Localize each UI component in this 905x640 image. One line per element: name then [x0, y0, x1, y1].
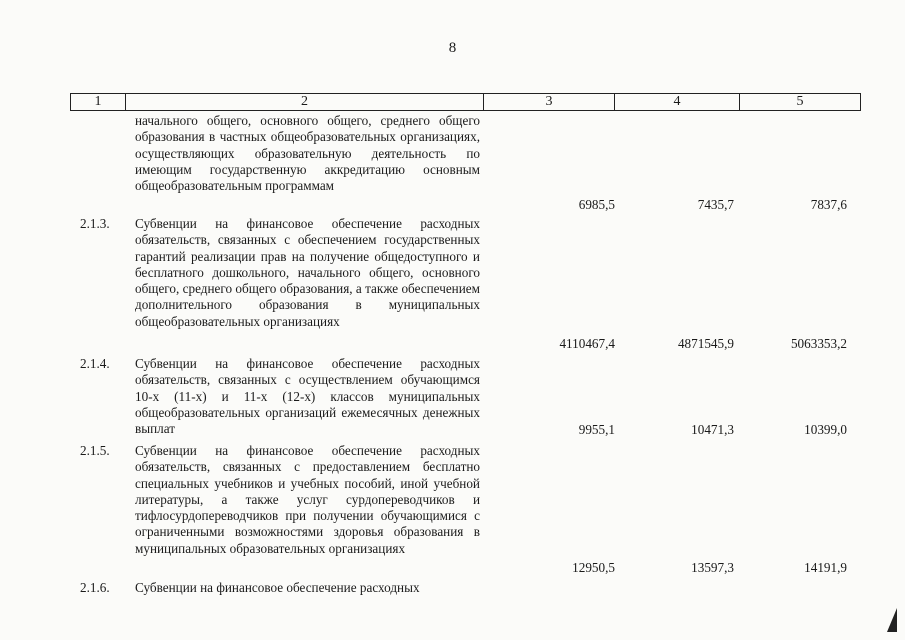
header-col-3: 3 — [484, 94, 615, 110]
row-number: 2.1.3. — [80, 216, 110, 231]
row-description: Субвенции на финансовое обеспечение расходных обязательств, связанных с осуществлением обучающимся 10-х (11-х) и 11-х (12-х) классов муниципальных общеобразовательных организаций ежемесячных денежных выплат — [135, 356, 480, 437]
table-header-row — [70, 93, 861, 111]
row-value-col5: 7837,6 — [810, 197, 847, 212]
row-value-col3: 6985,5 — [578, 197, 615, 212]
row-description: Субвенции на финансовое обеспечение расходных обязательств, связанных с обеспечением государственных гарантий реализации прав на получение общедоступного и бесплатного дошкольного, начального общего, основного общего, среднего общего образования, а также обеспечением дополнительного образования в муниципальных общеобразовательных организациях — [135, 216, 480, 329]
row-description: Субвенции на финансовое обеспечение расходных обязательств, связанных с предоставлением бесплатно специальных учебников и учебных пособий, иной учебной литературы, а также услуг сурдопереводчиков и тифлосурдопереводчиков при получении обучающимися с ограниченными возможностями здоровья образования в муниципальных образовательных организациях — [135, 443, 480, 556]
row-value-col4: 7435,7 — [697, 197, 734, 212]
row-value-col5: 14191,9 — [804, 560, 847, 575]
row-value-col4: 10471,3 — [691, 422, 734, 437]
header-col-5: 5 — [796, 94, 804, 109]
row-value-col4: 4871545,9 — [677, 336, 734, 351]
row-number: 2.1.5. — [80, 443, 110, 458]
row-value-col3: 12950,5 — [572, 560, 615, 575]
row-value-col3: 4110467,4 — [559, 336, 615, 351]
header-col-4: 4 — [615, 94, 740, 110]
header-col-1: 1 — [71, 94, 126, 110]
header-col-2: 2 — [126, 94, 484, 110]
row-value-col5: 10399,0 — [804, 422, 847, 437]
row-description: Субвенции на финансовое обеспечение расходных — [135, 580, 420, 595]
page-number: 8 — [448, 40, 457, 56]
row-description: начального общего, основного общего, среднего общего образования в частных общеобразовательных организациях, осуществляющих образовательную деятельность по имеющим государственную аккредитацию основным общеобразовательным программам — [135, 113, 480, 194]
row-number: 2.1.6. — [80, 580, 110, 595]
scan-corner-mark — [887, 608, 897, 632]
row-value-col5: 5063353,2 — [790, 336, 847, 351]
row-value-col3: 9955,1 — [578, 422, 615, 437]
row-value-col4: 13597,3 — [691, 560, 734, 575]
row-number: 2.1.4. — [80, 356, 110, 371]
